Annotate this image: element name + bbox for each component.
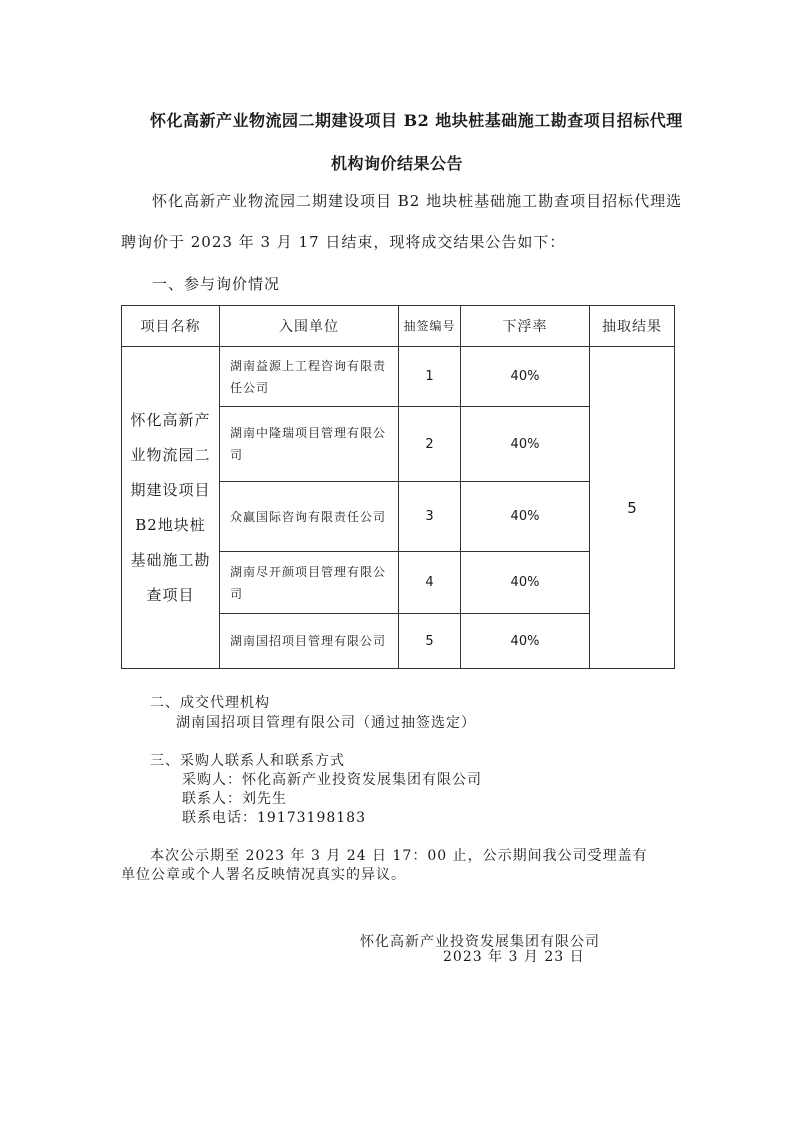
- purchaser-line: 采购人：怀化高新产业投资发展集团有限公司: [182, 772, 482, 788]
- rate-cell: 40%: [461, 482, 590, 552]
- unit-cell: 湖南尽开颜项目管理有限公司: [220, 552, 399, 614]
- section2-heading: 二、成交代理机构: [150, 695, 270, 711]
- result-cell: 5: [590, 347, 675, 669]
- notice-line2: 单位公章或个人署名反映情况真实的异议。: [121, 867, 406, 883]
- draw-number-cell: 3: [399, 482, 461, 552]
- header-unit: 入围单位: [220, 306, 399, 347]
- header-result: 抽取结果: [590, 306, 675, 347]
- phone-line: 联系电话：19173198183: [182, 810, 366, 826]
- inquiry-table: [121, 305, 675, 669]
- unit-cell: 湖南中隆瑞项目管理有限公司: [220, 407, 399, 482]
- header-project-name: 项目名称: [122, 306, 220, 347]
- page-title-line1: 怀化高新产业物流园二期建设项目 B2 地块桩基础施工勘查项目招标代理: [150, 111, 683, 130]
- header-rate: 下浮率: [461, 306, 590, 347]
- rate-cell: 40%: [461, 552, 590, 614]
- rate-cell: 40%: [461, 407, 590, 482]
- unit-cell: 湖南益源上工程咨询有限责任公司: [220, 347, 399, 407]
- section2-content: 湖南国招项目管理有限公司（通过抽签选定）: [176, 715, 476, 731]
- section1-heading: 一、参与询价情况: [152, 275, 281, 293]
- intro-line1: 怀化高新产业物流园二期建设项目 B2 地块桩基础施工勘查项目招标代理选: [152, 192, 683, 210]
- notice-line1: 本次公示期至 2023 年 3 月 24 日 17：00 止，公示期间我公司受理盖有: [150, 848, 648, 864]
- draw-number-cell: 5: [399, 614, 461, 669]
- draw-number-cell: 4: [399, 552, 461, 614]
- unit-cell: 湖南国招项目管理有限公司: [220, 614, 399, 669]
- rate-cell: 40%: [461, 614, 590, 669]
- unit-cell: 众赢国际咨询有限责任公司: [220, 482, 399, 552]
- table-header-row: [122, 306, 675, 347]
- header-draw-number: 抽签编号: [399, 306, 461, 347]
- signature-org: 怀化高新产业投资发展集团有限公司: [360, 934, 600, 950]
- signature-date: 2023 年 3 月 23 日: [443, 949, 585, 965]
- intro-line2: 聘询价于 2023 年 3 月 17 日结束，现将成交结果公告如下：: [121, 233, 566, 251]
- draw-number-cell: 1: [399, 347, 461, 407]
- rate-cell: 40%: [461, 347, 590, 407]
- table-row: [122, 347, 675, 407]
- draw-number-cell: 2: [399, 407, 461, 482]
- project-name-cell: 怀化高新产业物流园二期建设项目B2地块桩基础施工勘查项目: [122, 347, 220, 669]
- contact-line: 联系人：刘先生: [182, 791, 287, 807]
- section3-heading: 三、采购人联系人和联系方式: [150, 753, 345, 769]
- page-title-line2: 机构询价结果公告: [331, 154, 464, 173]
